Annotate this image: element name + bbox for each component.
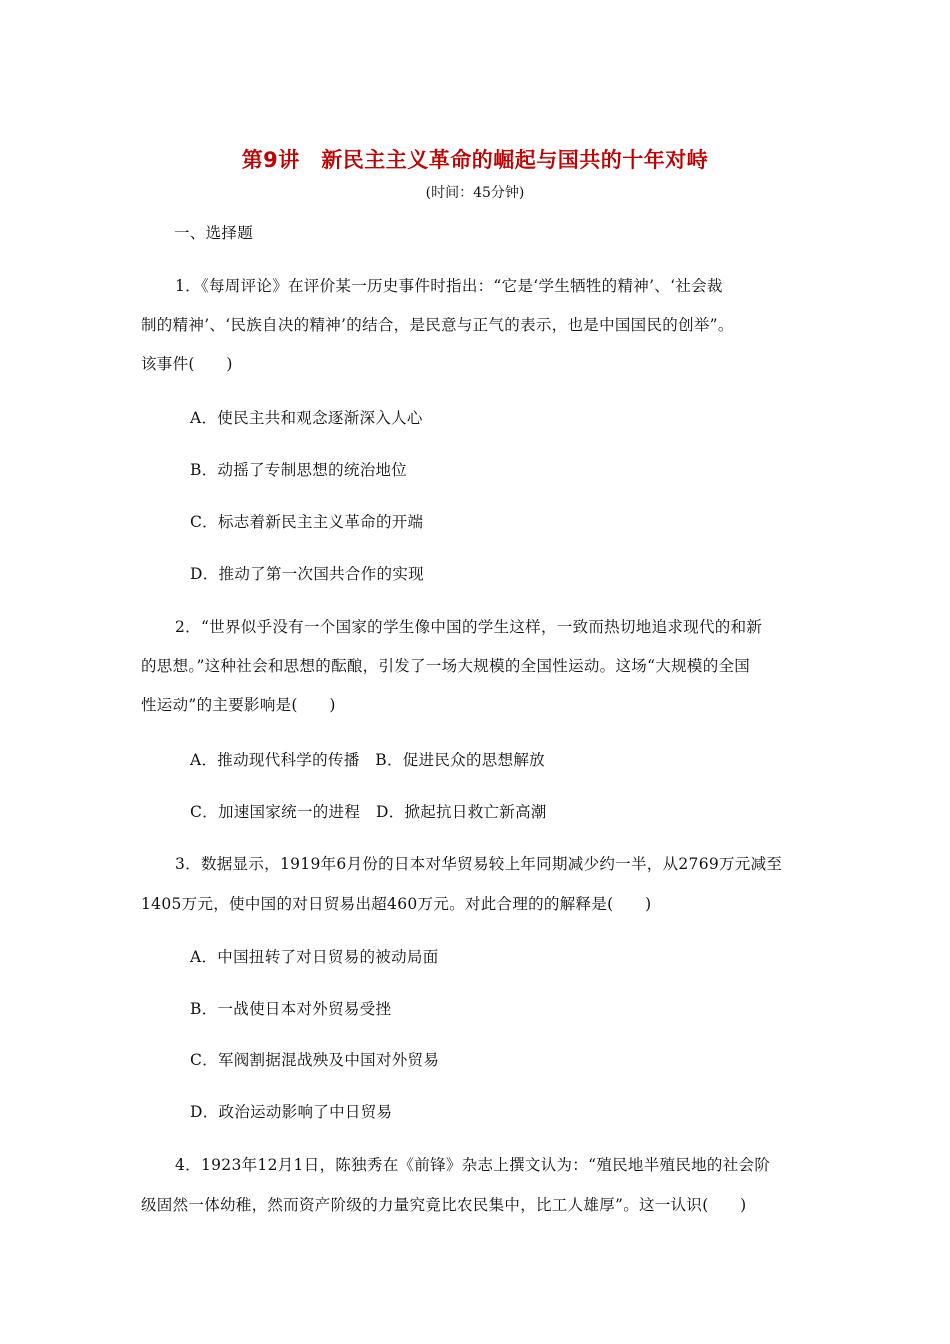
question-2-line-2: 的思想。”这种社会和思想的酝酿，引发了一场大规模的全国性运动。这场“大规模的全国 [141,657,751,675]
question-1-option-d: D．推动了第一次国共合作的实现 [190,565,424,583]
question-1-option-a: A．使民主共和观念逐渐深入人心 [190,409,423,427]
question-3-option-b: B．一战使日本对外贸易受挫 [190,1000,392,1018]
question-1-line-3: 该事件( ) [141,355,233,373]
question-1-line-2: 制的精神’、‘民族自决的精神’的结合，是民意与正气的表示，也是中国国民的创举”。 [141,316,734,334]
question-4-line-1: 4．1923年12月1日，陈独秀在《前锋》杂志上撰文认为：“殖民地半殖民地的社会阶 [175,1156,771,1174]
question-2-line-3: 性运动”的主要影响是( ) [141,696,336,714]
section-heading: 一、选择题 [174,224,254,242]
question-3-option-d: D．政治运动影响了中日贸易 [190,1103,393,1121]
question-2-line-1: 2．“世界似乎没有一个国家的学生像中国的学生这样，一致而热切地追求现代的和新 [175,618,763,636]
question-2-options-cd: C．加速国家统一的进程 D．掀起抗日救亡新高潮 [190,803,547,821]
question-3-option-a: A．中国扭转了对日贸易的被动局面 [190,948,439,966]
question-1-option-b: B．动摇了专制思想的统治地位 [190,461,408,479]
question-1-option-c: C．标志着新民主主义革命的开端 [190,513,424,531]
question-1-line-1: 1．《每周评论》在评价某一历史事件时指出：“它是‘学生牺牲的精神’、‘社会裁 [175,277,723,295]
question-3-line-2: 1405万元，使中国的对日贸易出超460万元。对此合理的的解释是( ) [141,895,652,913]
question-4-line-2: 级固然一体幼稚，然而资产阶级的力量究竟比农民集中，比工人雄厚”。这一认识( ) [141,1196,747,1214]
question-3-line-1: 3．数据显示，1919年6月份的日本对华贸易较上年同期减少约一半，从2769万元减至 [175,855,783,873]
question-2-options-ab: A．推动现代科学的传播 B．促进民众的思想解放 [190,751,545,769]
page-title: 第9讲 新民主主义革命的崛起与国共的十年对峙 [241,148,709,172]
time-limit: (时间：45分钟) [425,185,525,201]
question-3-option-c: C．军阀割据混战殃及中国对外贸易 [190,1051,440,1069]
